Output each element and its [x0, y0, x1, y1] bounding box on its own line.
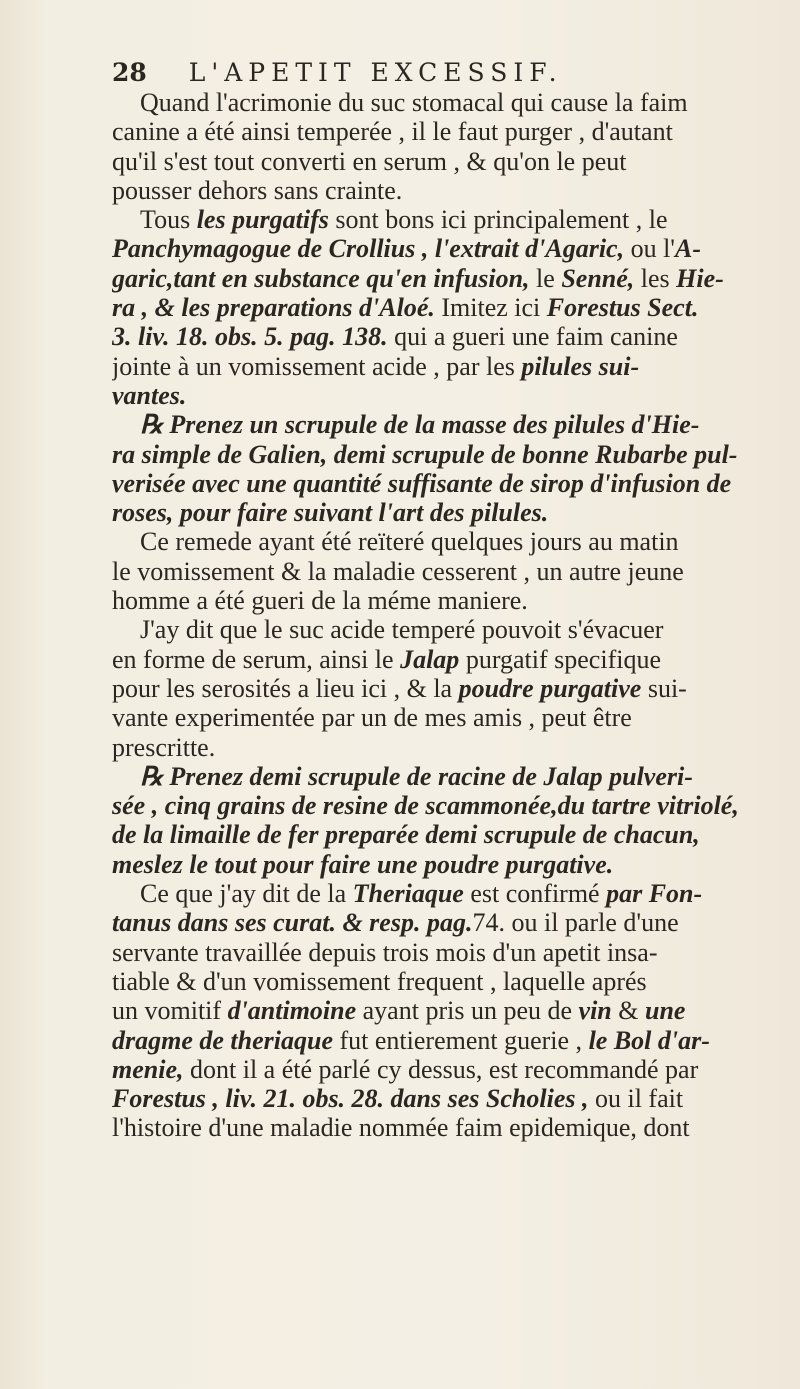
- roman-text: &: [611, 996, 645, 1026]
- text-line: [112, 498, 772, 527]
- italic-text: vantes.: [112, 380, 187, 410]
- roman-text: qu'il s'est tout converti en serum , & qu'on le peut: [112, 146, 627, 176]
- italic-text: dragme de theriaque: [112, 1025, 333, 1055]
- text-line: [112, 527, 772, 556]
- text-line: [112, 469, 772, 498]
- text-line: [112, 381, 772, 410]
- recipe-symbol: ℞: [140, 761, 164, 791]
- text-line: [112, 205, 772, 234]
- running-header: [112, 56, 712, 90]
- italic-text: 3. liv. 18. obs. 5. pag. 138.: [112, 322, 388, 352]
- text-line: [112, 1055, 772, 1084]
- italic-text: verisée avec une quantité suffisante de sirop d'infusion de: [112, 468, 732, 498]
- italic-text: ra , & les preparations d'Aloé.: [112, 293, 435, 323]
- text-line: [112, 791, 772, 820]
- roman-text: jointe à un vomissement acide , par les: [112, 351, 522, 381]
- italic-text: Jalap: [400, 644, 460, 674]
- text-line: [112, 1113, 772, 1142]
- roman-text: Tous: [140, 205, 197, 235]
- roman-text: pour les serosités a lieu ici , & la: [112, 673, 459, 703]
- text-line: [112, 879, 772, 908]
- text-line: [112, 1084, 772, 1113]
- text-line: [112, 322, 772, 351]
- roman-text: dont il a été parlé cy dessus, est recommandé par: [183, 1054, 699, 1084]
- roman-text: 74. ou il parle d'une: [472, 908, 679, 938]
- text-line: [112, 850, 772, 879]
- italic-text: le Bol d'ar-: [588, 1025, 710, 1055]
- italic-text: par Fon-: [606, 879, 703, 909]
- roman-text: Imitez ici: [434, 293, 547, 323]
- text-line: [112, 88, 772, 117]
- italic-text: menie,: [112, 1054, 184, 1084]
- roman-text: Quand l'acrimonie du suc stomacal qui cause la faim: [140, 88, 688, 117]
- roman-text: canine a été ainsi temperée , il le faut purger , d'autant: [112, 117, 673, 147]
- italic-text: d'antimoine: [227, 996, 357, 1026]
- body-text: [112, 88, 772, 1143]
- text-line: [112, 586, 772, 615]
- text-line: [112, 352, 772, 381]
- text-line: [112, 733, 772, 762]
- roman-text: l'histoire d'une maladie nommée faim epidemique, dont: [112, 1113, 690, 1143]
- italic-text: poudre purgative: [458, 673, 642, 703]
- italic-text: Prenez un scrupule de la masse des pilules d'Hie-: [169, 410, 700, 440]
- text-line: [112, 762, 772, 791]
- roman-text: Ce remede ayant été reïteré quelques jours au matin: [140, 527, 679, 557]
- italic-text: une: [645, 996, 686, 1026]
- recipe-symbol: ℞: [140, 410, 164, 440]
- text-line: [112, 645, 772, 674]
- italic-text: les purgatifs: [196, 205, 329, 235]
- italic-text: roses, pour faire suivant l'art des pilules.: [112, 498, 549, 528]
- roman-text: vante experimentée par un de mes amis , peut être: [112, 703, 632, 733]
- roman-text: Ce que j'ay dit de la: [140, 879, 353, 909]
- text-line: [112, 938, 772, 967]
- italic-text: vin: [578, 996, 612, 1026]
- roman-text: les: [634, 263, 677, 293]
- italic-text: pilules sui-: [521, 351, 640, 381]
- roman-text: en forme de serum, ainsi le: [112, 644, 401, 674]
- italic-text: Forestus Sect.: [546, 293, 699, 323]
- roman-text: sont bons ici principalement , le: [328, 205, 668, 235]
- text-line: [112, 176, 772, 205]
- text-line: [112, 967, 772, 996]
- roman-text: servante travaillée depuis trois mois d'un apetit insa-: [112, 937, 658, 967]
- roman-text: un vomitif: [112, 996, 228, 1026]
- text-line: [112, 996, 772, 1025]
- italic-text: sée , cinq grains de resine de scammonée,du tartre vitriolé,: [112, 791, 739, 821]
- roman-text: fut entierement guerie ,: [333, 1025, 589, 1055]
- running-title: L'APETIT EXCESSIF.: [188, 58, 563, 87]
- text-line: [112, 820, 772, 849]
- roman-text: prescritte.: [112, 732, 216, 762]
- text-line: [112, 264, 772, 293]
- text-line: [112, 117, 772, 146]
- italic-text: tanus dans ses curat. & resp. pag.: [112, 908, 473, 938]
- text-line: [112, 440, 772, 469]
- text-line: [112, 410, 772, 439]
- text-line: [112, 293, 772, 322]
- roman-text: tiable & d'un vomissement frequent , laquelle aprés: [112, 966, 647, 996]
- italic-text: garic,tant en substance qu'en infusion,: [112, 263, 530, 293]
- italic-text: Hie-: [676, 263, 724, 293]
- roman-text: ou l': [624, 234, 675, 264]
- italic-text: meslez le tout pour faire une poudre purgative.: [112, 849, 614, 879]
- text-line: [112, 234, 772, 263]
- roman-text: J'ay dit que le suc acide temperé pouvoit s'évacuer: [140, 615, 664, 645]
- roman-text: purgatif specifique: [459, 644, 661, 674]
- italic-text: de la limaille de fer preparée demi scrupule de chacun,: [112, 820, 700, 850]
- italic-text: Theriaque: [352, 879, 464, 909]
- roman-text: le: [529, 263, 562, 293]
- italic-text: A-: [675, 234, 701, 264]
- text-line: [112, 908, 772, 937]
- text-line: [112, 1026, 772, 1055]
- roman-text: ayant pris un peu de: [356, 996, 579, 1026]
- italic-text: Senné,: [561, 263, 635, 293]
- roman-text: le vomissement & la maladie cesserent , un autre jeune: [112, 556, 684, 586]
- roman-text: qui a gueri une faim canine: [387, 322, 678, 352]
- page-number: 28: [112, 58, 147, 87]
- text-line: [112, 557, 772, 586]
- roman-text: est confirmé: [463, 879, 607, 909]
- italic-text: Forestus , liv. 21. obs. 28. dans ses Scholies ,: [112, 1084, 589, 1114]
- text-line: [112, 615, 772, 644]
- roman-text: homme a été gueri de la méme maniere.: [112, 586, 528, 616]
- text-line: [112, 147, 772, 176]
- italic-text: Panchymagogue de Crollius , l'extrait d'Agaric,: [112, 234, 625, 264]
- italic-text: Prenez demi scrupule de racine de Jalap pulveri-: [169, 761, 693, 791]
- text-line: [112, 674, 772, 703]
- text-line: [112, 703, 772, 732]
- roman-text: pousser dehors sans crainte.: [112, 175, 403, 205]
- italic-text: ra simple de Galien, demi scrupule de bonne Rubarbe pul-: [112, 439, 738, 469]
- roman-text: ou il fait: [588, 1084, 684, 1114]
- roman-text: sui-: [641, 673, 687, 703]
